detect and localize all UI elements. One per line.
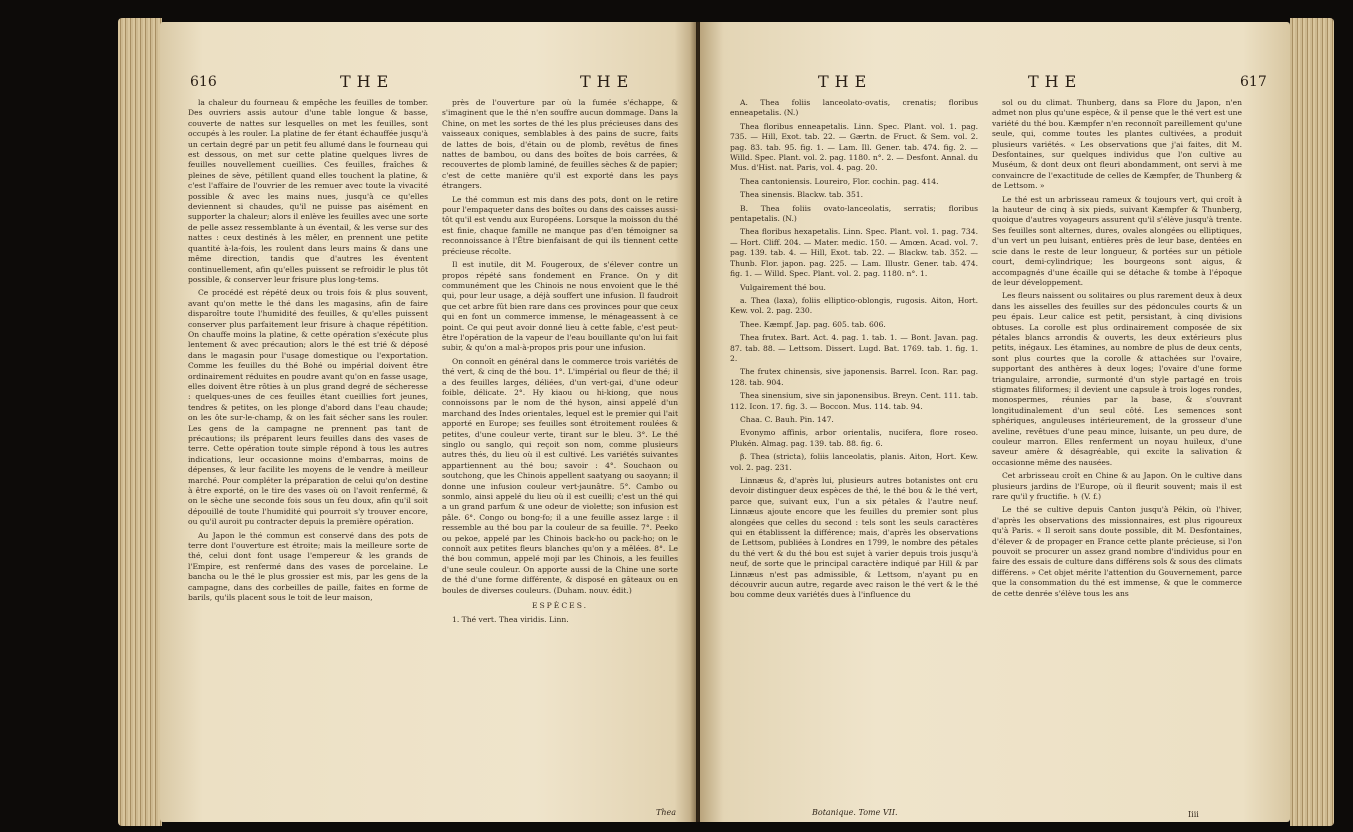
paragraph: Il est inutile, dit M. Fougeroux, de s'élever contre un propos répété sans fondement en France. On y dit communément que les Chinois ne nous envoient que le thé qui, pour leur usage, a déjà souffert une infusion. Il faudroit que cet arbre fût bien rare dans ces provinces pour que ceux qui en font un commerce immense, le ménageassent à ce point. Ce qui peut avoir donné lieu à cette fable, c'est peut-être l'opération de la vapeur de l'eau bouillante qu'on lui fait subir, & qu'on a mal-à-propos pris pour une infusion. — [442, 260, 678, 353]
paragraph: Chaa. C. Bauh. Pin. 147. — [740, 414, 834, 424]
paragraph: Au Japon le thé commun est conservé dans des pots de terre dont l'ouverture est étroite; mais la meilleure sorte de thé, celui dont font usage l'empereur & les grands de l'Empire, est renfermé dans des vases de porcelaine. Le bancha ou le thé le plus grossier est mis, par les gens de la campagne, dans des corbeilles de paille, faites en forme de barils, qu'ils placent sous le toit de leur maison, — [188, 530, 428, 603]
left-running-head-1: THE — [340, 72, 395, 91]
left-column-2 — [442, 98, 678, 628]
right-column-2 — [992, 98, 1242, 602]
paragraph: Ce procédé est répété deux ou trois fois & plus souvent, avant qu'on mette le thé dans les magasins, afin de faire disparoître toute l'humidité des feuilles, & qu'elles puissent conserver plus parfaitement leur frisure à chaque répétition. On chauffe moins la platine, & cette opération s'exécute plus lentement & avec précaution; alors le thé est trié & déposé dans le magasin pour l'usage domestique ou l'exportation. Comme les feuilles du thé Bohé ou impérial doivent être ordinairement réduites en poudre avant qu'on en fasse usage, elles doivent être rôties à un plus grand degré de sécheresse : quelques-unes de ces feuilles étant cueillies fort jeunes, tendres & petites, on les plonge d'abord dans l'eau chaude; on les ôte sur-le-champ, & on les fait sécher sans les rouler. Les gens de la campagne ne prennent pas tant de précautions; ils préparent leurs feuilles dans des vases de terre. Cette opération toute simple répond à tous les autres indications, leur occasionne moins d'embarras, moins de dépenses, & leur facilite les moyens de le vendre à meilleur marché. Pour compléter la préparation de celui qu'on destine à être exporté, on le tire des vases où on l'avoit renfermé, & on le sèche une seconde fois sous un feu doux, afin qu'il soit dépouillé de toute l'humidité qui pourroit s'y trouver encore, ou qu'il auroit pu contracter depuis la première opération. — [188, 288, 428, 527]
volume-footer: Botanique. Tome VII. — [812, 808, 898, 817]
left-page — [160, 22, 696, 822]
left-running-head-2: THE — [580, 72, 635, 91]
paragraph: près de l'ouverture par où la fumée s'échappe, & s'imaginent que le thé n'en souffre aucun dommage. Dans la Chine, on met les sortes de thé les plus précieuses dans des vaisseaux coniques, semblables à des pains de sucre, faits de lattes de bois, d'étain ou de plomb, revêtus de fines nattes de bambou, ou dans des boîtes de bois carrées, & recouvertes de plomb laminé, de feuilles sèches & de papier; c'est de cette manière qu'il est exporté dans les pays étrangers. — [442, 98, 678, 191]
paragraph: Cet arbrisseau croît en Chine & au Japon. On le cultive dans plusieurs jardins de l'Europe, où il fleurit souvent; mais il est rare qu'il y fructifie. ♄ (V. f.) — [992, 471, 1242, 502]
right-page — [700, 22, 1290, 822]
paragraph: Thea sinensis. Blackw. tab. 351. — [740, 190, 864, 200]
paragraph: Thea floribus enneapetalis. Linn. Spec. Plant. vol. 1. pag. 735. — Hill, Exot. tab. 22. — Gærtn. de Fruct. & Sem. vol. 2. pag. 83. tab. 95. fig. 1. — Lam. Ill. Gener. tab. 474. fig. 2. — Willd. Spec. Plant. vol. 2. pag. 1180. n°. 2. — Desfont. Annal. du Mus. d'Hist. nat. Paris, vol. 4. pag. 20. — [730, 121, 978, 173]
paragraph: Thea sinensium, sive sin japonensibus. Breyn. Cent. 111. tab. 112. Icon. 17. fig. 3. — Boccon. Mus. 114. tab. 94. — [730, 391, 978, 411]
species-line: 1. Thé vert. Thea viridis. Linn. — [452, 614, 569, 624]
paragraph: Evonymo affinis, arbor orientalis, nucifera, flore roseo. Plukén. Almag. pag. 139. tab. 88. fig. 6. — [730, 428, 978, 448]
right-page-edges — [1290, 18, 1334, 826]
paragraph: Linnæus &, d'après lui, plusieurs autres botanistes ont cru devoir distinguer deux espèces de thé, le thé bou & le thé vert, parce que, suivant eux, l'un a six pétales & l'autre neuf. Linnæus ajoute encore que les feuilles du premier sont plus alongées que celles du second : tels sont les seuls caractères qui en établissent la différence; mais, d'après les observations de Lettsom, publiées à Londres en 1799, le nombre des pétales du thé vert & du thé bou est sujet à varier depuis trois jusqu'à neuf, de sorte que le principal caractère indiqué par Hill & par Linnæus n'est pas admissible, & Lettsom, n'ayant pu en découvrir aucun autre, regarde avec raison le thé vert & le thé bou comme deux variétés dues à l'influence du — [730, 476, 978, 600]
right-running-head-2: THE — [1028, 72, 1083, 91]
paragraph: Thea cantoniensis. Loureiro, Flor. cochin. pag. 414. — [740, 176, 939, 186]
paragraph: Thee. Kæmpf. Jap. pag. 605. tab. 606. — [740, 319, 886, 329]
paragraph: Les fleurs naissent ou solitaires ou plus rarement deux à deux dans les aisselles des feuilles sur des pédoncules courts & un peu épais. Leur calice est petit, persistant, à cinq divisions obtuses. La corolle est plus ordinairement composée de six pétales blancs arrondis & ouverts, les deux extérieurs plus petits, inégaux. Les étamines, au nombre de plus de deux cents, sont plus courtes que la corolle & attachées sur l'ovaire, supportant des anthères à deux loges; l'ovaire d'une forme triangulaire, arrondie, surmonté d'un style partagé en trois stigmates filiformes; il devient une capsule à trois loges rondes, monospermes, réunies par la base, & s'ouvrant longitudinalement d'un seul côté. Les semences sont sphériques, anguleuses intérieurement, de la grosseur d'une aveline, revêtues d'une peau mince, luisante, un peu dure, de couleur marron. Elles renferment un noyau huileux, d'une saveur amère & désagréable, qui excite la salivation & occasionne même des nausées. — [992, 291, 1242, 467]
paragraph: Le thé est un arbrisseau rameux & toujours vert, qui croît à la hauteur de cinq à six pieds, suivant Kæmpfer & Thunberg, quoique d'autres voyageurs assurent qu'il s'élève jusqu'à trente. Ses feuilles sont alternes, dures, ovales alongées ou elliptiques, d'un vert un peu luisant, entières près de leur base, dentées en scie dans le reste de leur longueur, & portées sur un pétiole court, demi-cylindrique; les bourgeons sont aigus, & accompagnés d'une écaille qui se détache & tombe à l'époque de leur développement. — [992, 194, 1242, 287]
paragraph: On connoît en général dans le commerce trois variétés de thé vert, & cinq de thé bou. 1°. L'impérial ou fleur de thé; il a des feuilles larges, déliées, d'un vert-gai, d'une odeur foible, délicate. 2°. Hy kiaou ou hi-kiong, que nous connoissons par le nom de thé hyson, ainsi appelé d'un marchand des Indes orientales, lequel est le premier qui l'ait apporté en Europe; ses feuilles sont étroitement roulées & petites, d'une couleur verte, tirant sur le bleu. 3°. Le thé singlo ou sanglo, qui reçoit son nom, comme plusieurs autres thés, du lieu où il est cultivé. Les variétés suivantes appartiennent au thé bou; savoir : 4°. Souchaon ou soutchong, que les Chinois appellent saatyang ou saoyann; il donne une infusion couleur vert-jaunâtre. 5°. Cambo ou sonmlo, ainsi appelé du lieu où il est cueilli; c'est un thé qui a un grand parfum & une odeur de violette; son infusion est pâle. 6°. Congo ou bong-fo; il a une feuille assez large : il ressemble au thé bou par la couleur de sa feuille. 7°. Peeko ou pekoe, appelé par les Chinois back-ho ou pack-ho; on le connoît aux petites fleurs blanches qu'on y a mêlées. 8°. Le thé bou commun, appelé moji par les Chinois, a les feuilles d'une seule couleur. On apporte aussi de la Chine une sorte de thé d'une forme différente, & disposé en gâteaux ou en boules de diverses couleurs. (Duham. nouv. édit.) — [442, 356, 678, 595]
paragraph: Vulgairement thé bou. — [740, 282, 826, 292]
left-page-number: 616 — [190, 74, 217, 90]
paragraph: Le thé commun est mis dans des pots, dont on le retire pour l'empaqueter dans des boîtes ou dans des caisses aussi-tôt qu'il est vendu aux Européens. Lorsque la moisson du thé est finie, chaque famille ne manque pas d'en témoigner sa reconnoissance à l'Être bienfaisant de qui ils tiennent cette précieuse récolte. — [442, 194, 678, 256]
paragraph: a. Thea (laxa), foliis elliptico-oblongis, rugosis. Aiton, Hort. Kew. vol. 2. pag. 230. — [730, 295, 978, 316]
paragraph: Le thé se cultive depuis Canton jusqu'à Pékin, où l'hiver, d'après les observations des missionnaires, est plus rigoureux qu'à Paris. « Il seroit sans doute possible, dit M. Desfontaines, d'élever & de propager en France cette plante précieuse, si l'on pouvoit se procurer un assez grand nombre d'individus pour en faire des essais de culture dans différens sols & sous des climats différens. » Cet objet mérite l'attention du Gouvernement, parce que la consommation du thé est immense, & que le commerce de cette denrée s'élève tous les ans — [992, 505, 1242, 598]
paragraph: β. Thea (stricta), foliis lanceolatis, planis. Aiton, Hort. Kew. vol. 2. pag. 231. — [730, 452, 978, 472]
species-heading: ESPÈCES. — [531, 601, 589, 611]
signature-mark: Iiii — [1188, 810, 1199, 819]
catchword: Thea — [656, 808, 676, 817]
paragraph: A. Thea foliis lanceolato-ovatis, crenatis; floribus enneapetalis. (N.) — [730, 98, 978, 118]
left-column-1 — [188, 98, 428, 607]
paragraph: Thea floribus hexapetalis. Linn. Spec. Plant. vol. 1. pag. 734. — Hort. Cliff. 204. — Mater. medic. 150. — Amœn. Acad. vol. 7. pag. 139. tab. 4. — Hill, Exot. tab. 22. — Blackw. tab. 352. — Thunb. Flor. japon. pag. 225. — Lam. Illustr. Gener. tab. 474. fig. 1. — Willd. Spec. Plant. vol. 2. pag. 1180. n°. 1. — [730, 227, 978, 279]
paragraph: Thea frutex. Bart. Act. 4. pag. 1. tab. 1. — Bont. Javan. pag. 87. tab. 88. — Lettsom. Dissert. Lugd. Bat. 1769. tab. 1. fig. 1. 2. — [730, 333, 978, 363]
left-page-edges — [118, 18, 162, 826]
right-page-number: 617 — [1240, 74, 1267, 90]
paragraph: sol ou du climat. Thunberg, dans sa Flore du Japon, n'en admet non plus qu'une espèce, & il pense que le thé vert est une variété du thé bou. Kæmpfer n'en reconnoît pareillement qu'une seule, qui, comme toutes les plantes cultivées, a produit plusieurs variétés. « Les observations que j'ai faites, dit M. Desfontaines, sur quelques individus que l'on cultive au Muséum, & dont deux ont fleuri abondamment, ont servi à me convaincre de l'exactitude de celles de Kæmpfer, de Thunberg & de Lettsom. » — [992, 98, 1243, 191]
right-column-1 — [730, 98, 978, 604]
right-running-head-1: THE — [818, 72, 873, 91]
paragraph: la chaleur du fourneau & empêche les feuilles de tomber. Des ouvriers assis autour d'une table longue & basse, couverte de nattes sur lesquelles on met les feuilles, sont occupés à les rouler. La platine de fer étant échauffée jusqu'à un certain degré par un petit feu allumé dans le fourneau qui est dessous, on met sur cette platine quelques livres de feuilles nouvellement cueillies. Ces feuilles, fraîches & pleines de sève, pétillent quand elles touchent la platine, & c'est l'affaire de l'ouvrier de les remuer avec toute la vivacité possible & avec les mains nues, jusqu'à ce qu'elles deviennent si chaudes, qu'il ne puisse pas aisément en supporter la chaleur; alors il enlève les feuilles avec une sorte de pelle assez ressemblante à un éventail, & les verse sur des nattes : ceux destinés à les mêler, en prennent une petite quantité à-la-fois, les roulent dans leurs mains & dans une même direction, tandis que d'autres les éventent continuellement, afin qu'elles puissent se refroidir le plus tôt possible, & conserver leur frisure plus long-tems. — [188, 98, 428, 284]
paragraph: The frutex chinensis, sive japonensis. Barrel. Icon. Rar. pag. 128. tab. 904. — [730, 367, 978, 387]
paragraph: B. Thea foliis ovato-lanceolatis, serratis; floribus pentapetalis. (N.) — [730, 203, 978, 224]
